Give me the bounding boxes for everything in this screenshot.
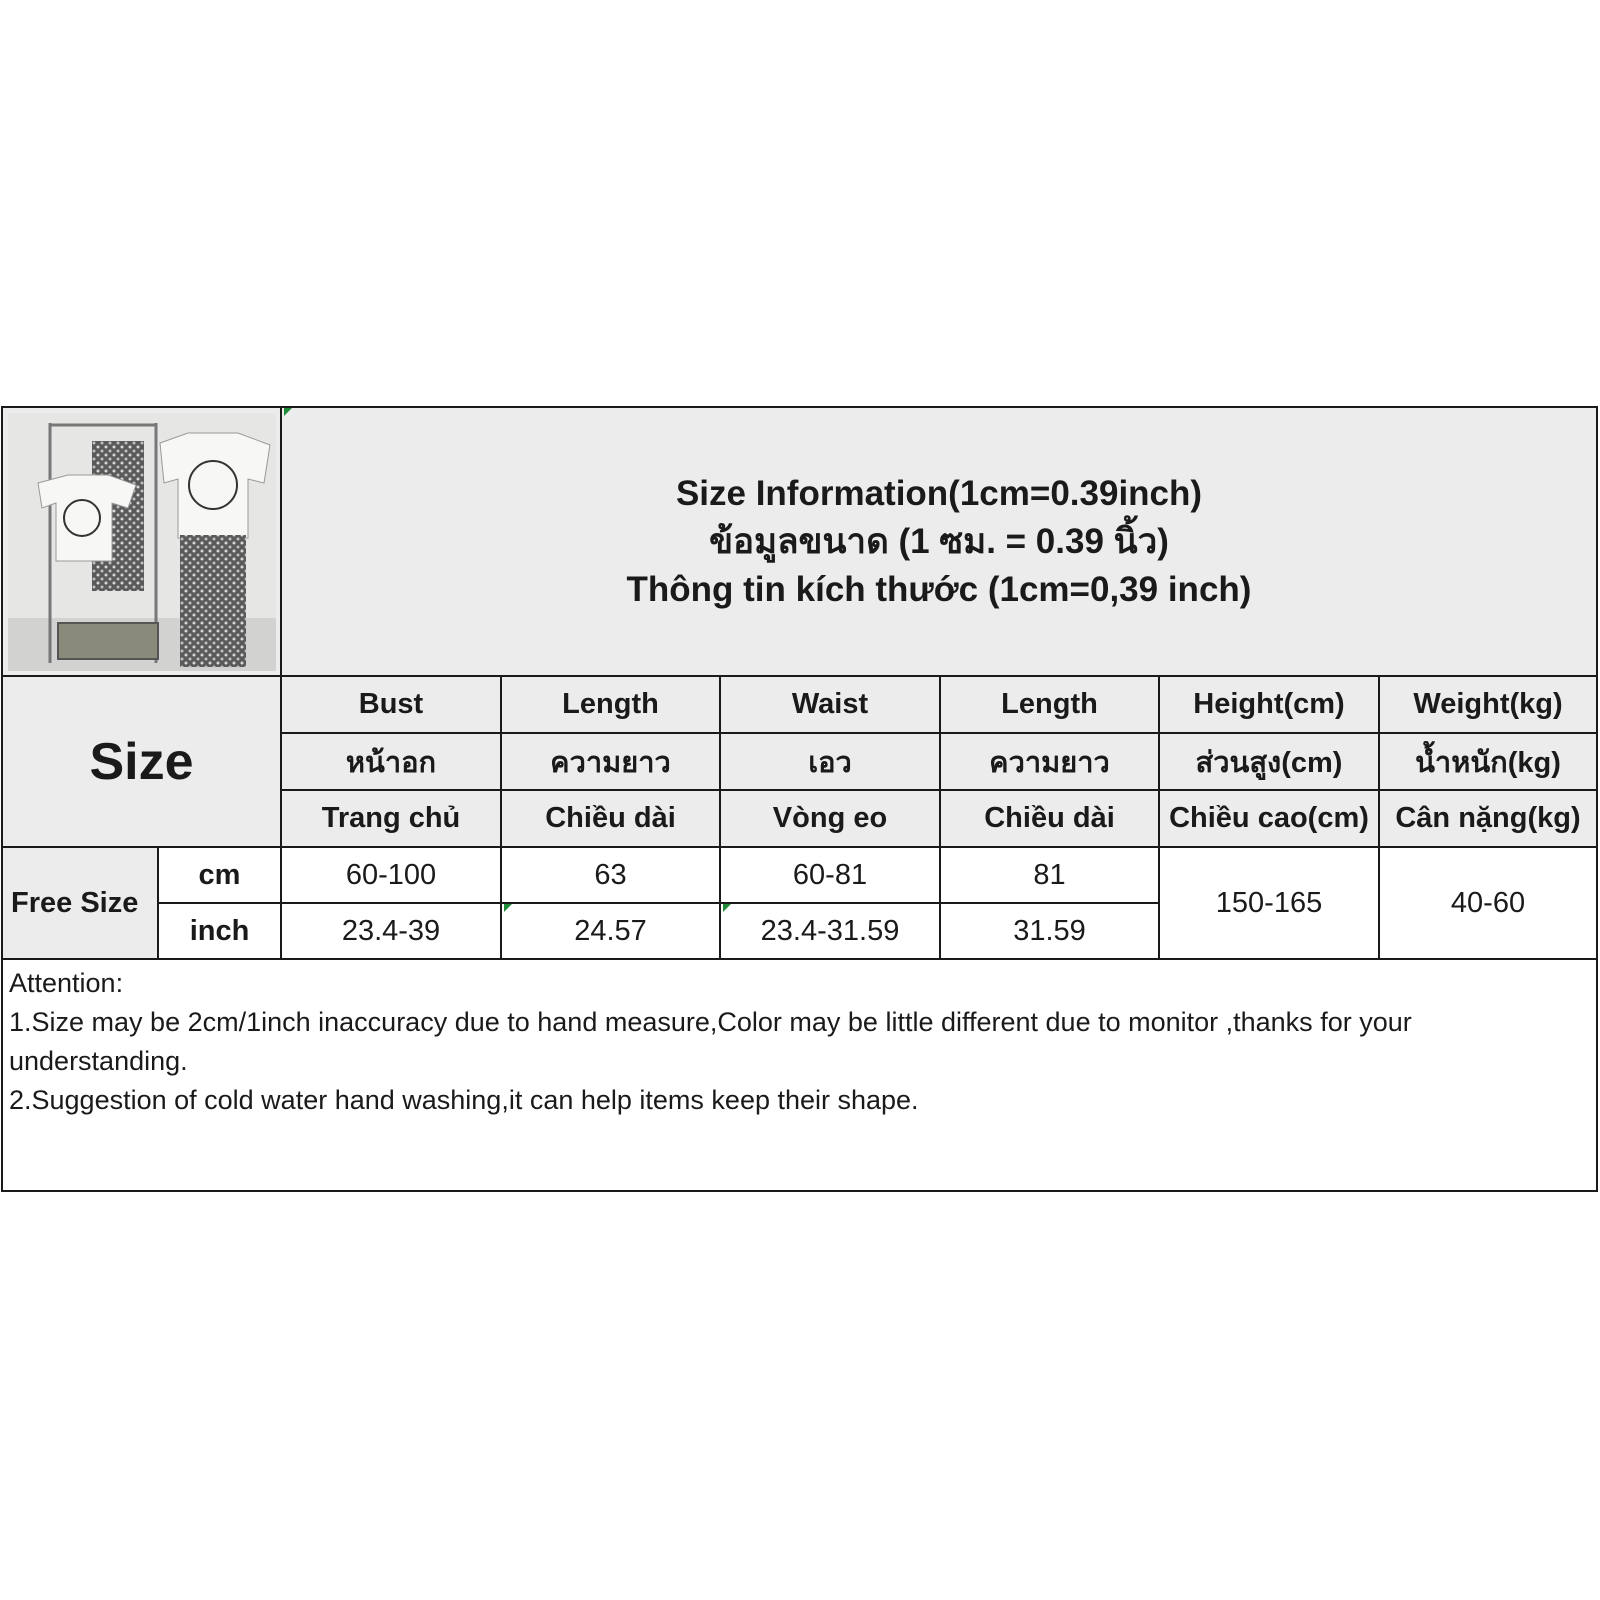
header-weight-vi: Cân nặng(kg): [1380, 791, 1596, 848]
unit-cm: cm: [159, 848, 282, 904]
header-length-vi: Chiều dài: [502, 791, 721, 848]
title-block: [282, 408, 1596, 677]
value-waist-inch: 23.4-31.59: [721, 904, 941, 960]
title-english: Size Information(1cm=0.39inch): [675, 473, 1203, 513]
value-length2-inch: 31.59: [941, 904, 1160, 960]
header-weight-th: น้ำหนัก(kg): [1380, 734, 1596, 791]
value-length-cm: 63: [502, 848, 721, 904]
header-bust-en: Bust: [282, 677, 502, 734]
unit-inch: inch: [159, 904, 282, 960]
header-length-en: Length: [502, 677, 721, 734]
header-waist-th: เอว: [721, 734, 941, 791]
product-photo-cell: [3, 408, 282, 677]
header-bust-vi: Trang chủ: [282, 791, 502, 848]
size-label: Size: [3, 677, 282, 848]
cell-marker: [723, 904, 731, 912]
header-waist-en: Waist: [721, 677, 941, 734]
header-length2-vi: Chiều dài: [941, 791, 1160, 848]
value-weight: 40-60: [1380, 848, 1596, 960]
value-waist-cm: 60-81: [721, 848, 941, 904]
value-bust-cm: 60-100: [282, 848, 502, 904]
attention-notes: [3, 958, 1596, 1196]
attention-heading: Attention:: [9, 968, 124, 998]
value-length-inch: 24.57: [502, 904, 721, 960]
cell-marker: [504, 904, 512, 912]
header-height-vi: Chiều cao(cm): [1160, 791, 1380, 848]
value-length2-cm: 81: [941, 848, 1160, 904]
header-waist-vi: Vòng eo: [721, 791, 941, 848]
size-name: Free Size: [3, 848, 159, 960]
header-height-th: ส่วนสูง(cm): [1160, 734, 1380, 791]
product-photo: [8, 413, 276, 671]
title-thai: ข้อมูลขนาด (1 ซม. = 0.39 นิ้ว): [709, 521, 1169, 561]
title-vietnamese: Thông tin kích thước (1cm=0,39 inch): [626, 569, 1252, 609]
value-bust-inch: 23.4-39: [282, 904, 502, 960]
header-bust-th: หน้าอก: [282, 734, 502, 791]
value-height: 150-165: [1160, 848, 1380, 960]
header-weight-en: Weight(kg): [1380, 677, 1596, 734]
header-length-th: ความยาว: [502, 734, 721, 791]
cell-marker: [284, 408, 292, 416]
attention-note-1: 1.Size may be 2cm/1inch inaccuracy due to hand measure,Color may be little different due to monitor ,thanks for your understanding.: [9, 1007, 1412, 1076]
header-length2-en: Length: [941, 677, 1160, 734]
header-height-en: Height(cm): [1160, 677, 1380, 734]
header-length2-th: ความยาว: [941, 734, 1160, 791]
size-chart: [1, 406, 1598, 1192]
attention-note-2: 2.Suggestion of cold water hand washing,it can help items keep their shape.: [9, 1085, 919, 1115]
